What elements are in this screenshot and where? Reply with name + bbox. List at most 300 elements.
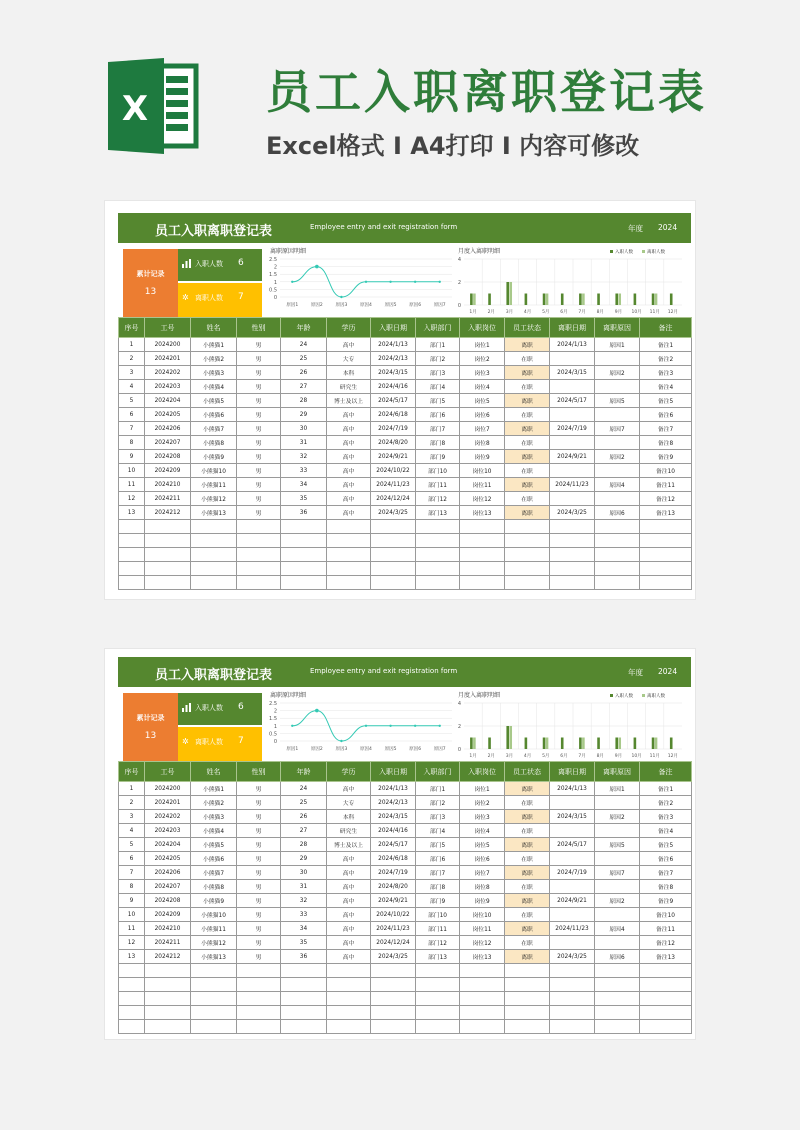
empty-cell[interactable] (505, 576, 550, 590)
table-cell[interactable]: 2024/11/23 (371, 922, 416, 936)
table-cell[interactable]: 小熊猫9 (191, 894, 237, 908)
empty-cell[interactable] (145, 1006, 191, 1020)
column-header[interactable]: 姓名 (191, 762, 237, 782)
empty-cell[interactable] (281, 1020, 327, 1034)
empty-cell[interactable] (505, 548, 550, 562)
table-cell[interactable]: 部门2 (416, 796, 460, 810)
table-cell[interactable] (595, 796, 640, 810)
table-cell[interactable]: 男 (237, 838, 281, 852)
table-cell[interactable] (595, 880, 640, 894)
table-cell[interactable]: 高中 (327, 894, 371, 908)
table-cell[interactable]: 11 (119, 922, 145, 936)
table-cell[interactable]: 岗位2 (460, 796, 505, 810)
empty-cell[interactable] (416, 548, 460, 562)
empty-cell[interactable] (145, 562, 191, 576)
table-cell[interactable]: 离职 (505, 838, 550, 852)
table-cell[interactable]: 小熊猫1 (191, 338, 237, 352)
table-cell[interactable]: 24 (281, 338, 327, 352)
empty-cell[interactable] (191, 964, 237, 978)
table-cell[interactable]: 岗位4 (460, 380, 505, 394)
column-header[interactable]: 性别 (237, 318, 281, 338)
table-cell[interactable]: 男 (237, 478, 281, 492)
empty-cell[interactable] (119, 520, 145, 534)
table-cell[interactable]: 小熊猫2 (191, 352, 237, 366)
table-cell[interactable]: 高中 (327, 338, 371, 352)
table-cell[interactable] (595, 352, 640, 366)
table-cell[interactable]: 备注8 (640, 436, 692, 450)
table-cell[interactable]: 备注9 (640, 894, 692, 908)
table-cell[interactable]: 2024205 (145, 852, 191, 866)
table-cell[interactable]: 岗位1 (460, 782, 505, 796)
table-cell[interactable]: 2024200 (145, 782, 191, 796)
table-cell[interactable]: 2024/1/13 (550, 338, 595, 352)
table-cell[interactable]: 男 (237, 352, 281, 366)
table-cell[interactable]: 高中 (327, 950, 371, 964)
table-cell[interactable]: 2024207 (145, 880, 191, 894)
empty-cell[interactable] (327, 1006, 371, 1020)
empty-cell[interactable] (505, 1020, 550, 1034)
table-cell[interactable]: 12 (119, 936, 145, 950)
table-cell[interactable]: 离职 (505, 478, 550, 492)
table-cell[interactable]: 博士及以上 (327, 394, 371, 408)
empty-cell[interactable] (145, 992, 191, 1006)
table-cell[interactable]: 在职 (505, 936, 550, 950)
empty-cell[interactable] (191, 576, 237, 590)
empty-cell[interactable] (371, 1006, 416, 1020)
table-cell[interactable]: 28 (281, 838, 327, 852)
table-cell[interactable]: 2024/7/19 (550, 422, 595, 436)
table-cell[interactable]: 小熊猫9 (191, 450, 237, 464)
table-cell[interactable]: 高中 (327, 408, 371, 422)
table-cell[interactable]: 9 (119, 894, 145, 908)
table-cell[interactable]: 原因2 (595, 810, 640, 824)
table-cell[interactable]: 男 (237, 852, 281, 866)
empty-cell[interactable] (416, 534, 460, 548)
table-cell[interactable]: 男 (237, 782, 281, 796)
table-cell[interactable]: 小熊猫12 (191, 936, 237, 950)
table-cell[interactable]: 2024/2/13 (371, 796, 416, 810)
empty-cell[interactable] (281, 992, 327, 1006)
table-cell[interactable]: 35 (281, 936, 327, 950)
table-cell[interactable]: 备注9 (640, 450, 692, 464)
column-header[interactable]: 离职日期 (550, 318, 595, 338)
table-cell[interactable]: 研究生 (327, 824, 371, 838)
table-cell[interactable]: 小熊猫5 (191, 394, 237, 408)
table-cell[interactable]: 小熊猫8 (191, 436, 237, 450)
table-cell[interactable]: 离职 (505, 922, 550, 936)
table-cell[interactable]: 小熊猫12 (191, 492, 237, 506)
table-cell[interactable]: 2024/8/20 (371, 436, 416, 450)
table-cell[interactable]: 备注3 (640, 366, 692, 380)
empty-cell[interactable] (371, 992, 416, 1006)
table-cell[interactable]: 2024/9/21 (550, 894, 595, 908)
table-cell[interactable]: 2024/9/21 (371, 450, 416, 464)
column-header[interactable]: 员工状态 (505, 318, 550, 338)
empty-cell[interactable] (371, 1020, 416, 1034)
empty-cell[interactable] (145, 548, 191, 562)
table-cell[interactable]: 高中 (327, 422, 371, 436)
empty-cell[interactable] (371, 978, 416, 992)
column-header[interactable]: 序号 (119, 318, 145, 338)
empty-cell[interactable] (416, 562, 460, 576)
empty-cell[interactable] (191, 978, 237, 992)
table-cell[interactable]: 2024/3/15 (550, 366, 595, 380)
empty-cell[interactable] (595, 562, 640, 576)
empty-cell[interactable] (460, 1006, 505, 1020)
empty-cell[interactable] (371, 548, 416, 562)
empty-cell[interactable] (595, 1020, 640, 1034)
table-cell[interactable] (595, 936, 640, 950)
table-cell[interactable]: 高中 (327, 936, 371, 950)
table-cell[interactable] (550, 464, 595, 478)
empty-cell[interactable] (237, 548, 281, 562)
table-cell[interactable]: 男 (237, 338, 281, 352)
empty-cell[interactable] (550, 534, 595, 548)
table-cell[interactable] (595, 492, 640, 506)
empty-cell[interactable] (371, 534, 416, 548)
table-cell[interactable]: 小熊猫8 (191, 880, 237, 894)
table-cell[interactable]: 原因1 (595, 338, 640, 352)
column-header[interactable]: 入职岗位 (460, 318, 505, 338)
table-cell[interactable]: 2 (119, 796, 145, 810)
table-cell[interactable]: 30 (281, 422, 327, 436)
table-cell[interactable]: 2024/3/25 (550, 506, 595, 520)
table-cell[interactable]: 男 (237, 450, 281, 464)
table-cell[interactable]: 小熊猫3 (191, 366, 237, 380)
table-cell[interactable]: 25 (281, 796, 327, 810)
table-cell[interactable]: 2024/11/23 (550, 922, 595, 936)
table-cell[interactable]: 岗位10 (460, 464, 505, 478)
table-cell[interactable]: 备注7 (640, 422, 692, 436)
table-cell[interactable]: 2024202 (145, 366, 191, 380)
table-cell[interactable]: 男 (237, 810, 281, 824)
table-cell[interactable] (595, 852, 640, 866)
table-cell[interactable]: 部门13 (416, 506, 460, 520)
table-cell[interactable]: 部门12 (416, 492, 460, 506)
empty-cell[interactable] (119, 576, 145, 590)
table-cell[interactable]: 备注13 (640, 506, 692, 520)
table-cell[interactable]: 12 (119, 492, 145, 506)
empty-cell[interactable] (595, 1006, 640, 1020)
table-cell[interactable]: 在职 (505, 492, 550, 506)
table-cell[interactable]: 原因7 (595, 866, 640, 880)
table-cell[interactable]: 小熊猫7 (191, 422, 237, 436)
table-cell[interactable]: 33 (281, 464, 327, 478)
table-cell[interactable]: 在职 (505, 436, 550, 450)
empty-cell[interactable] (640, 562, 692, 576)
table-cell[interactable]: 岗位12 (460, 492, 505, 506)
table-cell[interactable]: 部门1 (416, 338, 460, 352)
empty-cell[interactable] (460, 576, 505, 590)
table-cell[interactable]: 备注5 (640, 394, 692, 408)
table-cell[interactable]: 小熊猫3 (191, 810, 237, 824)
empty-cell[interactable] (416, 964, 460, 978)
empty-cell[interactable] (640, 1020, 692, 1034)
empty-cell[interactable] (505, 534, 550, 548)
table-cell[interactable]: 备注13 (640, 950, 692, 964)
table-cell[interactable]: 29 (281, 408, 327, 422)
table-cell[interactable]: 34 (281, 478, 327, 492)
column-header[interactable]: 入职日期 (371, 762, 416, 782)
table-cell[interactable]: 高中 (327, 478, 371, 492)
empty-cell[interactable] (119, 1006, 145, 1020)
column-header[interactable]: 备注 (640, 318, 692, 338)
empty-cell[interactable] (640, 964, 692, 978)
table-cell[interactable]: 离职 (505, 338, 550, 352)
table-cell[interactable]: 男 (237, 866, 281, 880)
empty-cell[interactable] (327, 562, 371, 576)
table-cell[interactable]: 离职 (505, 422, 550, 436)
table-cell[interactable]: 小熊猫11 (191, 922, 237, 936)
table-cell[interactable]: 2024211 (145, 492, 191, 506)
empty-cell[interactable] (460, 1020, 505, 1034)
empty-cell[interactable] (550, 964, 595, 978)
table-cell[interactable]: 部门7 (416, 422, 460, 436)
table-cell[interactable]: 离职 (505, 810, 550, 824)
table-cell[interactable]: 高中 (327, 506, 371, 520)
empty-cell[interactable] (327, 992, 371, 1006)
table-cell[interactable]: 2024207 (145, 436, 191, 450)
table-cell[interactable]: 高中 (327, 464, 371, 478)
empty-cell[interactable] (119, 1020, 145, 1034)
empty-cell[interactable] (281, 576, 327, 590)
empty-cell[interactable] (191, 534, 237, 548)
table-cell[interactable]: 岗位6 (460, 408, 505, 422)
empty-cell[interactable] (119, 978, 145, 992)
empty-cell[interactable] (416, 520, 460, 534)
empty-cell[interactable] (550, 520, 595, 534)
table-cell[interactable]: 2024209 (145, 908, 191, 922)
table-cell[interactable]: 部门6 (416, 852, 460, 866)
empty-cell[interactable] (145, 964, 191, 978)
table-cell[interactable]: 2024/12/24 (371, 492, 416, 506)
table-cell[interactable] (550, 492, 595, 506)
column-header[interactable]: 入职部门 (416, 762, 460, 782)
table-cell[interactable]: 男 (237, 464, 281, 478)
empty-cell[interactable] (505, 1006, 550, 1020)
empty-cell[interactable] (595, 534, 640, 548)
column-header[interactable]: 学历 (327, 318, 371, 338)
table-cell[interactable]: 在职 (505, 852, 550, 866)
table-cell[interactable]: 2024/11/23 (550, 478, 595, 492)
table-cell[interactable]: 2024203 (145, 380, 191, 394)
table-cell[interactable]: 小熊猫10 (191, 464, 237, 478)
table-cell[interactable]: 离职 (505, 394, 550, 408)
year-value[interactable]: 2024 (658, 667, 678, 676)
table-cell[interactable]: 10 (119, 464, 145, 478)
table-cell[interactable]: 4 (119, 824, 145, 838)
empty-cell[interactable] (237, 562, 281, 576)
table-cell[interactable]: 博士及以上 (327, 838, 371, 852)
table-cell[interactable]: 男 (237, 824, 281, 838)
empty-cell[interactable] (371, 520, 416, 534)
empty-cell[interactable] (595, 520, 640, 534)
table-cell[interactable]: 原因1 (595, 782, 640, 796)
table-cell[interactable]: 2024/10/22 (371, 908, 416, 922)
empty-cell[interactable] (327, 1020, 371, 1034)
table-cell[interactable]: 10 (119, 908, 145, 922)
table-cell[interactable]: 2024208 (145, 450, 191, 464)
empty-cell[interactable] (119, 562, 145, 576)
table-cell[interactable]: 2 (119, 352, 145, 366)
table-cell[interactable]: 高中 (327, 852, 371, 866)
empty-cell[interactable] (191, 992, 237, 1006)
table-cell[interactable]: 13 (119, 950, 145, 964)
table-cell[interactable]: 33 (281, 908, 327, 922)
table-cell[interactable]: 部门1 (416, 782, 460, 796)
table-cell[interactable]: 2024/9/21 (371, 894, 416, 908)
empty-cell[interactable] (460, 562, 505, 576)
table-cell[interactable]: 岗位8 (460, 436, 505, 450)
table-cell[interactable]: 原因2 (595, 894, 640, 908)
table-cell[interactable]: 在职 (505, 408, 550, 422)
table-cell[interactable]: 在职 (505, 880, 550, 894)
table-cell[interactable]: 男 (237, 936, 281, 950)
table-cell[interactable]: 28 (281, 394, 327, 408)
table-cell[interactable]: 30 (281, 866, 327, 880)
table-cell[interactable]: 离职 (505, 506, 550, 520)
table-cell[interactable]: 备注2 (640, 796, 692, 810)
table-cell[interactable]: 26 (281, 366, 327, 380)
table-cell[interactable]: 32 (281, 894, 327, 908)
table-cell[interactable]: 2024/4/16 (371, 380, 416, 394)
table-cell[interactable]: 岗位13 (460, 950, 505, 964)
empty-cell[interactable] (281, 562, 327, 576)
table-cell[interactable]: 2024204 (145, 838, 191, 852)
table-cell[interactable]: 4 (119, 380, 145, 394)
table-cell[interactable]: 2024/7/19 (550, 866, 595, 880)
table-cell[interactable]: 小熊猫6 (191, 408, 237, 422)
table-cell[interactable]: 2024206 (145, 422, 191, 436)
table-cell[interactable]: 男 (237, 422, 281, 436)
empty-cell[interactable] (191, 1020, 237, 1034)
table-cell[interactable]: 备注4 (640, 824, 692, 838)
table-cell[interactable]: 高中 (327, 866, 371, 880)
table-cell[interactable]: 2024201 (145, 352, 191, 366)
table-cell[interactable]: 2024212 (145, 950, 191, 964)
table-cell[interactable]: 2024/5/17 (550, 394, 595, 408)
table-cell[interactable]: 部门9 (416, 894, 460, 908)
column-header[interactable]: 入职部门 (416, 318, 460, 338)
table-cell[interactable]: 本科 (327, 366, 371, 380)
table-cell[interactable]: 35 (281, 492, 327, 506)
table-cell[interactable]: 13 (119, 506, 145, 520)
table-cell[interactable]: 部门13 (416, 950, 460, 964)
empty-cell[interactable] (640, 520, 692, 534)
table-cell[interactable]: 备注5 (640, 838, 692, 852)
table-cell[interactable]: 原因4 (595, 922, 640, 936)
table-cell[interactable]: 研究生 (327, 380, 371, 394)
empty-cell[interactable] (119, 964, 145, 978)
empty-cell[interactable] (640, 576, 692, 590)
table-cell[interactable]: 6 (119, 408, 145, 422)
table-cell[interactable]: 部门10 (416, 464, 460, 478)
table-cell[interactable]: 2024/3/25 (371, 506, 416, 520)
table-cell[interactable]: 岗位11 (460, 922, 505, 936)
table-cell[interactable]: 8 (119, 436, 145, 450)
table-cell[interactable] (550, 824, 595, 838)
table-cell[interactable]: 在职 (505, 908, 550, 922)
column-header[interactable]: 性别 (237, 762, 281, 782)
column-header[interactable]: 入职岗位 (460, 762, 505, 782)
table-cell[interactable]: 男 (237, 408, 281, 422)
table-cell[interactable]: 高中 (327, 880, 371, 894)
table-cell[interactable]: 3 (119, 810, 145, 824)
table-cell[interactable]: 6 (119, 852, 145, 866)
table-cell[interactable]: 大专 (327, 352, 371, 366)
table-cell[interactable]: 男 (237, 394, 281, 408)
table-cell[interactable]: 31 (281, 880, 327, 894)
empty-cell[interactable] (237, 576, 281, 590)
empty-cell[interactable] (145, 520, 191, 534)
table-cell[interactable]: 男 (237, 492, 281, 506)
table-cell[interactable]: 2024201 (145, 796, 191, 810)
column-header[interactable]: 入职日期 (371, 318, 416, 338)
table-cell[interactable]: 25 (281, 352, 327, 366)
empty-cell[interactable] (416, 576, 460, 590)
table-cell[interactable]: 部门4 (416, 824, 460, 838)
empty-cell[interactable] (237, 520, 281, 534)
table-cell[interactable]: 小熊猫7 (191, 866, 237, 880)
table-cell[interactable]: 男 (237, 366, 281, 380)
table-cell[interactable]: 离职 (505, 894, 550, 908)
table-cell[interactable]: 5 (119, 838, 145, 852)
table-cell[interactable]: 部门5 (416, 838, 460, 852)
table-cell[interactable]: 在职 (505, 380, 550, 394)
empty-cell[interactable] (505, 992, 550, 1006)
table-cell[interactable]: 2024208 (145, 894, 191, 908)
table-cell[interactable]: 2024/2/13 (371, 352, 416, 366)
empty-cell[interactable] (237, 1020, 281, 1034)
table-cell[interactable] (550, 436, 595, 450)
table-cell[interactable]: 部门2 (416, 352, 460, 366)
table-cell[interactable]: 部门5 (416, 394, 460, 408)
empty-cell[interactable] (550, 1006, 595, 1020)
table-cell[interactable]: 原因5 (595, 838, 640, 852)
table-cell[interactable]: 在职 (505, 796, 550, 810)
table-cell[interactable] (550, 796, 595, 810)
table-cell[interactable]: 岗位3 (460, 810, 505, 824)
table-cell[interactable]: 备注10 (640, 464, 692, 478)
table-cell[interactable]: 2024/3/25 (550, 950, 595, 964)
table-cell[interactable]: 离职 (505, 782, 550, 796)
table-cell[interactable]: 部门6 (416, 408, 460, 422)
table-cell[interactable] (595, 464, 640, 478)
table-cell[interactable]: 原因2 (595, 366, 640, 380)
empty-cell[interactable] (460, 520, 505, 534)
empty-cell[interactable] (460, 978, 505, 992)
column-header[interactable]: 工号 (145, 318, 191, 338)
table-cell[interactable]: 5 (119, 394, 145, 408)
empty-cell[interactable] (237, 978, 281, 992)
table-cell[interactable]: 34 (281, 922, 327, 936)
empty-cell[interactable] (640, 548, 692, 562)
table-cell[interactable]: 27 (281, 380, 327, 394)
table-cell[interactable]: 备注2 (640, 352, 692, 366)
empty-cell[interactable] (640, 978, 692, 992)
empty-cell[interactable] (237, 992, 281, 1006)
table-cell[interactable]: 2024210 (145, 922, 191, 936)
empty-cell[interactable] (505, 520, 550, 534)
table-cell[interactable]: 小熊猫5 (191, 838, 237, 852)
empty-cell[interactable] (327, 548, 371, 562)
table-cell[interactable]: 男 (237, 922, 281, 936)
table-cell[interactable] (550, 852, 595, 866)
table-cell[interactable]: 2024/9/21 (550, 450, 595, 464)
table-cell[interactable]: 在职 (505, 824, 550, 838)
empty-cell[interactable] (237, 964, 281, 978)
table-cell[interactable]: 备注10 (640, 908, 692, 922)
